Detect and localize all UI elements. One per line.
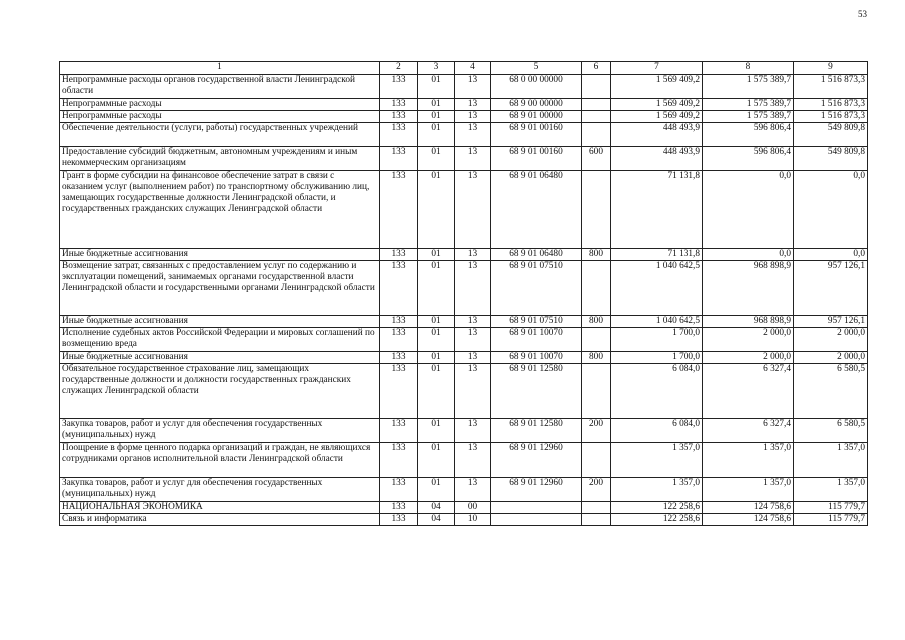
row-value-cell: 01 <box>418 75 455 99</box>
row-value-cell: 04 <box>418 502 455 514</box>
row-value-cell: 68 9 01 12580 <box>491 419 582 443</box>
row-value-cell: 133 <box>380 352 418 364</box>
budget-table <box>59 61 868 526</box>
row-value-cell: 2 000,0 <box>703 328 794 352</box>
table-row <box>60 364 868 419</box>
row-value-cell: 71 131,8 <box>611 171 703 249</box>
table-row <box>60 514 868 526</box>
row-value-cell <box>582 514 611 526</box>
row-value-cell: 1 516 873,3 <box>794 75 868 99</box>
row-value-cell: 200 <box>582 478 611 502</box>
row-value-cell: 133 <box>380 123 418 147</box>
row-value-cell: 13 <box>455 75 491 99</box>
row-value-cell: 800 <box>582 316 611 328</box>
row-value-cell: 133 <box>380 99 418 111</box>
row-value-cell: 133 <box>380 261 418 316</box>
row-value-cell: 01 <box>418 111 455 123</box>
page-number: 53 <box>858 9 867 19</box>
table-row <box>60 328 868 352</box>
row-value-cell: 957 126,1 <box>794 316 868 328</box>
row-name-cell: Поощрение в форме ценного подарка организаций и граждан, не являющихся сотрудниками органов исполнительной власти Ленинградской области <box>60 443 380 478</box>
row-value-cell: 13 <box>455 261 491 316</box>
row-value-cell: 957 126,1 <box>794 261 868 316</box>
table-row <box>60 419 868 443</box>
row-value-cell: 68 0 00 00000 <box>491 75 582 99</box>
row-value-cell: 13 <box>455 328 491 352</box>
row-value-cell: 1 040 642,5 <box>611 261 703 316</box>
header-cell: 5 <box>491 62 582 75</box>
row-value-cell: 68 9 01 12960 <box>491 443 582 478</box>
row-name-cell: Иные бюджетные ассигнования <box>60 249 380 261</box>
row-value-cell: 68 9 01 00000 <box>491 111 582 123</box>
row-value-cell: 133 <box>380 249 418 261</box>
row-value-cell: 68 9 01 10070 <box>491 328 582 352</box>
row-value-cell: 133 <box>380 147 418 171</box>
row-value-cell: 1 575 389,7 <box>703 99 794 111</box>
row-value-cell: 448 493,9 <box>611 147 703 171</box>
row-value-cell <box>582 364 611 419</box>
row-name-cell: Закупка товаров, работ и услуг для обеспечения государственных (муниципальных) нужд <box>60 419 380 443</box>
row-value-cell <box>491 502 582 514</box>
header-cell: 9 <box>794 62 868 75</box>
row-value-cell: 1 700,0 <box>611 328 703 352</box>
header-cell: 6 <box>582 62 611 75</box>
row-value-cell <box>582 443 611 478</box>
row-value-cell: 1 575 389,7 <box>703 75 794 99</box>
row-value-cell: 6 084,0 <box>611 364 703 419</box>
row-name-cell: Предоставление субсидий бюджетным, автономным учреждениям и иным некоммерческим организациям <box>60 147 380 171</box>
row-value-cell: 200 <box>582 419 611 443</box>
row-value-cell: 01 <box>418 261 455 316</box>
row-value-cell: 68 9 01 12960 <box>491 478 582 502</box>
row-name-cell: Непрограммные расходы <box>60 111 380 123</box>
row-value-cell: 6 580,5 <box>794 364 868 419</box>
row-value-cell: 13 <box>455 478 491 502</box>
row-value-cell: 13 <box>455 352 491 364</box>
row-name-cell: Возмещение затрат, связанных с предоставлением услуг по содержанию и эксплуатации помещений, занимаемых органами государственной власти Ленинградской области и государственными органами Ленинградской области <box>60 261 380 316</box>
header-cell: 7 <box>611 62 703 75</box>
row-value-cell: 10 <box>455 514 491 526</box>
row-value-cell <box>491 514 582 526</box>
row-name-cell: Закупка товаров, работ и услуг для обеспечения государственных (муниципальных) нужд <box>60 478 380 502</box>
row-value-cell: 133 <box>380 316 418 328</box>
row-value-cell <box>582 123 611 147</box>
row-value-cell: 122 258,6 <box>611 502 703 514</box>
row-value-cell <box>582 328 611 352</box>
row-value-cell: 13 <box>455 419 491 443</box>
row-value-cell: 1 700,0 <box>611 352 703 364</box>
row-value-cell: 122 258,6 <box>611 514 703 526</box>
row-value-cell: 800 <box>582 249 611 261</box>
row-value-cell: 0,0 <box>794 249 868 261</box>
row-name-cell: НАЦИОНАЛЬНАЯ ЭКОНОМИКА <box>60 502 380 514</box>
row-value-cell: 68 9 01 10070 <box>491 352 582 364</box>
row-value-cell: 68 9 01 07510 <box>491 316 582 328</box>
header-cell: 3 <box>418 62 455 75</box>
header-cell: 2 <box>380 62 418 75</box>
row-value-cell: 115 779,7 <box>794 502 868 514</box>
row-value-cell: 133 <box>380 419 418 443</box>
row-value-cell: 6 580,5 <box>794 419 868 443</box>
row-value-cell: 01 <box>418 123 455 147</box>
table-row <box>60 111 868 123</box>
row-value-cell: 68 9 01 00160 <box>491 147 582 171</box>
row-value-cell: 68 9 01 00160 <box>491 123 582 147</box>
row-name-cell: Исполнение судебных актов Российской Федерации и мировых соглашений по возмещению вреда <box>60 328 380 352</box>
row-value-cell: 68 9 00 00000 <box>491 99 582 111</box>
row-value-cell: 01 <box>418 478 455 502</box>
row-value-cell: 968 898,9 <box>703 316 794 328</box>
row-value-cell: 133 <box>380 443 418 478</box>
row-value-cell <box>582 99 611 111</box>
row-value-cell: 01 <box>418 249 455 261</box>
table-row <box>60 478 868 502</box>
row-value-cell: 13 <box>455 111 491 123</box>
table-row <box>60 352 868 364</box>
row-value-cell: 0,0 <box>703 171 794 249</box>
row-value-cell: 68 9 01 07510 <box>491 261 582 316</box>
table-row <box>60 261 868 316</box>
row-value-cell: 800 <box>582 352 611 364</box>
row-value-cell: 600 <box>582 147 611 171</box>
row-value-cell <box>582 502 611 514</box>
row-value-cell: 133 <box>380 171 418 249</box>
row-value-cell: 133 <box>380 514 418 526</box>
row-value-cell: 124 758,6 <box>703 502 794 514</box>
row-value-cell: 01 <box>418 328 455 352</box>
row-value-cell: 2 000,0 <box>794 328 868 352</box>
row-value-cell: 01 <box>418 443 455 478</box>
row-value-cell: 1 040 642,5 <box>611 316 703 328</box>
row-value-cell: 13 <box>455 364 491 419</box>
row-value-cell: 01 <box>418 316 455 328</box>
row-value-cell: 115 779,7 <box>794 514 868 526</box>
header-cell: 8 <box>703 62 794 75</box>
row-name-cell: Обеспечение деятельности (услуги, работы) государственных учреждений <box>60 123 380 147</box>
row-value-cell: 1 357,0 <box>703 478 794 502</box>
row-value-cell: 68 9 01 06480 <box>491 171 582 249</box>
header-cell: 1 <box>60 62 380 75</box>
row-value-cell: 133 <box>380 364 418 419</box>
row-value-cell: 1 569 409,2 <box>611 111 703 123</box>
row-value-cell: 04 <box>418 514 455 526</box>
row-value-cell <box>582 111 611 123</box>
row-value-cell: 1 569 409,2 <box>611 75 703 99</box>
row-value-cell: 133 <box>380 502 418 514</box>
header-cell: 4 <box>455 62 491 75</box>
row-value-cell: 1 357,0 <box>794 443 868 478</box>
row-value-cell: 6 327,4 <box>703 419 794 443</box>
row-value-cell: 0,0 <box>794 171 868 249</box>
row-value-cell <box>582 171 611 249</box>
row-value-cell: 68 9 01 12580 <box>491 364 582 419</box>
row-value-cell: 133 <box>380 478 418 502</box>
row-name-cell: Непрограммные расходы <box>60 99 380 111</box>
row-value-cell <box>582 261 611 316</box>
row-name-cell: Грант в форме субсидии на финансовое обеспечение затрат в связи с оказанием услуг (выполнением работ) по транспортному обслуживанию лиц, замещающих государственные должности Ленинградской области, и государственных гражданских служащих Ленинградской области <box>60 171 380 249</box>
table-row <box>60 147 868 171</box>
row-name-cell: Иные бюджетные ассигнования <box>60 352 380 364</box>
row-value-cell: 01 <box>418 171 455 249</box>
row-value-cell: 2 000,0 <box>703 352 794 364</box>
table-row <box>60 443 868 478</box>
table-row <box>60 502 868 514</box>
row-value-cell: 133 <box>380 75 418 99</box>
table-row <box>60 316 868 328</box>
row-value-cell: 448 493,9 <box>611 123 703 147</box>
row-value-cell: 1 569 409,2 <box>611 99 703 111</box>
row-value-cell: 00 <box>455 502 491 514</box>
table-row <box>60 75 868 99</box>
row-value-cell: 2 000,0 <box>794 352 868 364</box>
table-row <box>60 171 868 249</box>
row-value-cell: 13 <box>455 147 491 171</box>
row-value-cell: 6 084,0 <box>611 419 703 443</box>
row-value-cell: 0,0 <box>703 249 794 261</box>
row-value-cell: 01 <box>418 99 455 111</box>
row-value-cell: 1 357,0 <box>611 478 703 502</box>
row-value-cell: 13 <box>455 123 491 147</box>
row-value-cell: 549 809,8 <box>794 123 868 147</box>
row-value-cell: 13 <box>455 316 491 328</box>
row-name-cell: Обязательное государственное страхование лиц, замещающих государственные должности и должности государственных гражданских служащих Ленинградской области <box>60 364 380 419</box>
row-name-cell: Связь и информатика <box>60 514 380 526</box>
row-value-cell: 1 357,0 <box>794 478 868 502</box>
row-value-cell: 596 806,4 <box>703 147 794 171</box>
row-value-cell: 133 <box>380 111 418 123</box>
row-value-cell: 133 <box>380 328 418 352</box>
row-value-cell: 6 327,4 <box>703 364 794 419</box>
row-value-cell: 124 758,6 <box>703 514 794 526</box>
row-name-cell: Иные бюджетные ассигнования <box>60 316 380 328</box>
row-value-cell <box>582 75 611 99</box>
row-value-cell: 1 357,0 <box>611 443 703 478</box>
row-value-cell: 968 898,9 <box>703 261 794 316</box>
row-value-cell: 596 806,4 <box>703 123 794 147</box>
row-value-cell: 1 575 389,7 <box>703 111 794 123</box>
row-value-cell: 13 <box>455 171 491 249</box>
row-value-cell: 13 <box>455 443 491 478</box>
row-value-cell: 1 516 873,3 <box>794 111 868 123</box>
row-value-cell: 13 <box>455 249 491 261</box>
row-value-cell: 01 <box>418 364 455 419</box>
row-value-cell: 71 131,8 <box>611 249 703 261</box>
table-row <box>60 99 868 111</box>
row-value-cell: 1 357,0 <box>703 443 794 478</box>
row-value-cell: 01 <box>418 419 455 443</box>
row-value-cell: 01 <box>418 147 455 171</box>
table-row <box>60 123 868 147</box>
row-value-cell: 1 516 873,3 <box>794 99 868 111</box>
header-row <box>60 62 868 75</box>
row-value-cell: 549 809,8 <box>794 147 868 171</box>
row-value-cell: 68 9 01 06480 <box>491 249 582 261</box>
row-value-cell: 13 <box>455 99 491 111</box>
row-name-cell: Непрограммные расходы органов государственной власти Ленинградской области <box>60 75 380 99</box>
table-row <box>60 249 868 261</box>
row-value-cell: 01 <box>418 352 455 364</box>
